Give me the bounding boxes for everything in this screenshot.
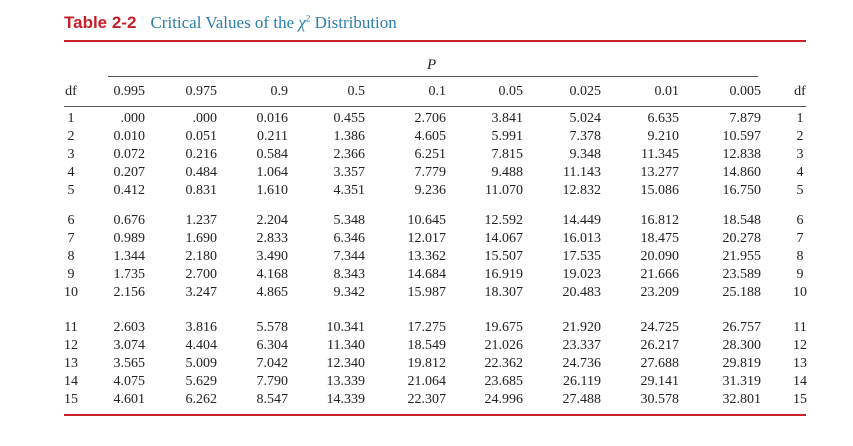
table-cell: 0.010 xyxy=(113,129,145,144)
table-cell: 31.319 xyxy=(722,374,761,389)
table-cell: 0.211 xyxy=(257,129,288,144)
p-span-rule xyxy=(108,76,758,77)
column-header-6: 0.025 xyxy=(569,84,601,99)
table-cell: 6.635 xyxy=(647,111,679,126)
row-df-left: 13 xyxy=(64,356,78,371)
chi-superscript: 2 xyxy=(305,13,311,24)
table-cell: 18.475 xyxy=(640,231,679,246)
table-cell: 29.141 xyxy=(640,374,679,389)
row-df-left: 11 xyxy=(64,320,78,335)
table-cell: 15.086 xyxy=(640,183,679,198)
df-header-left: df xyxy=(65,84,77,99)
row-df-right: 5 xyxy=(796,183,804,198)
table-cell: 1.610 xyxy=(256,183,288,198)
row-df-left: 8 xyxy=(67,249,75,264)
table-cell: 9.348 xyxy=(569,147,601,162)
table-cell: 0.584 xyxy=(256,147,288,162)
row-df-right: 10 xyxy=(793,285,807,300)
row-df-left: 3 xyxy=(67,147,75,162)
row-df-right: 1 xyxy=(796,111,804,126)
column-header-8: 0.005 xyxy=(729,84,761,99)
table-cell: 3.816 xyxy=(185,320,217,335)
table-cell: 27.488 xyxy=(562,392,601,407)
table-cell: 7.790 xyxy=(256,374,288,389)
table-cell: 16.013 xyxy=(562,231,601,246)
table-cell: 11.340 xyxy=(327,338,365,353)
row-df-right: 14 xyxy=(793,374,807,389)
table-cell: 21.666 xyxy=(640,267,679,282)
table-cell: 16.919 xyxy=(484,267,523,282)
table-cell: 5.024 xyxy=(569,111,601,126)
row-df-left: 5 xyxy=(67,183,75,198)
table-cell: 5.578 xyxy=(256,320,288,335)
table-cell: 4.601 xyxy=(113,392,145,407)
table-cell: 12.340 xyxy=(326,356,365,371)
table-cell: 16.750 xyxy=(722,183,761,198)
table-cell: 10.341 xyxy=(326,320,365,335)
table-cell: 19.023 xyxy=(562,267,601,282)
row-df-right: 4 xyxy=(796,165,804,180)
table-cell: 7.815 xyxy=(491,147,523,162)
table-caption xyxy=(150,13,396,32)
table-cell: 2.204 xyxy=(256,213,288,228)
table-cell: 2.156 xyxy=(113,285,145,300)
table-cell: 14.860 xyxy=(722,165,761,180)
table-cell: 18.548 xyxy=(722,213,761,228)
table-cell: 23.685 xyxy=(484,374,523,389)
table-cell: 7.344 xyxy=(333,249,365,264)
table-cell: 9.488 xyxy=(491,165,523,180)
table-cell: 2.366 xyxy=(333,147,365,162)
table-cell: 0.072 xyxy=(113,147,145,162)
table-cell: 2.833 xyxy=(256,231,288,246)
table-cell: 0.484 xyxy=(185,165,217,180)
table-cell: 12.017 xyxy=(407,231,446,246)
row-df-right: 2 xyxy=(796,129,804,144)
table-cell: 0.676 xyxy=(113,213,145,228)
table-cell: 1.386 xyxy=(333,129,365,144)
row-df-right: 13 xyxy=(793,356,807,371)
table-cell: 22.307 xyxy=(407,392,446,407)
table-cell: 7.779 xyxy=(414,165,446,180)
table-cell: 9.210 xyxy=(647,129,679,144)
table-cell: 7.879 xyxy=(729,111,761,126)
table-cell: 3.074 xyxy=(113,338,145,353)
column-header-5: 0.05 xyxy=(498,84,523,99)
column-header-7: 0.01 xyxy=(654,84,679,99)
table-cell: 26.217 xyxy=(640,338,679,353)
table-cell: 15.507 xyxy=(484,249,523,264)
table-cell: 2.603 xyxy=(113,320,145,335)
row-df-left: 15 xyxy=(64,392,78,407)
table-cell: 0.831 xyxy=(185,183,217,198)
table-cell: 4.351 xyxy=(333,183,365,198)
table-cell: 24.736 xyxy=(562,356,601,371)
table-cell: 0.207 xyxy=(113,165,145,180)
table-cell: 10.645 xyxy=(407,213,446,228)
table-cell: 26.119 xyxy=(563,374,601,389)
table-cell: 14.684 xyxy=(407,267,446,282)
table-cell: 1.735 xyxy=(113,267,145,282)
table-cell: 14.339 xyxy=(326,392,365,407)
table-cell: 24.996 xyxy=(484,392,523,407)
column-header-2: 0.9 xyxy=(270,84,288,99)
table-cell: 7.378 xyxy=(569,129,601,144)
table-cell: 0.016 xyxy=(256,111,288,126)
table-cell: 1.690 xyxy=(185,231,217,246)
table-cell: 1.344 xyxy=(113,249,145,264)
row-df-left: 4 xyxy=(67,165,75,180)
table-cell: 9.342 xyxy=(333,285,365,300)
row-df-left: 6 xyxy=(67,213,75,228)
table-cell: 19.675 xyxy=(484,320,523,335)
table-cell: 2.706 xyxy=(414,111,446,126)
table-cell: 28.300 xyxy=(722,338,761,353)
table-cell: 4.865 xyxy=(256,285,288,300)
table-cell: 6.304 xyxy=(256,338,288,353)
table-cell: 26.757 xyxy=(722,320,761,335)
table-cell: 27.688 xyxy=(640,356,679,371)
table-title xyxy=(64,13,397,33)
row-df-left: 2 xyxy=(67,129,75,144)
table-cell: 30.578 xyxy=(640,392,679,407)
column-header-3: 0.5 xyxy=(347,84,365,99)
table-cell: 0.051 xyxy=(185,129,217,144)
row-df-left: 7 xyxy=(67,231,75,246)
table-cell: 0.216 xyxy=(185,147,217,162)
table-cell: 14.449 xyxy=(562,213,601,228)
table-cell: 21.064 xyxy=(407,374,446,389)
table-cell: 20.278 xyxy=(722,231,761,246)
row-df-left: 14 xyxy=(64,374,78,389)
table-cell: 3.490 xyxy=(256,249,288,264)
table-cell: 12.832 xyxy=(562,183,601,198)
row-df-right: 9 xyxy=(796,267,804,282)
table-cell: 6.251 xyxy=(414,147,446,162)
table-cell: 4.605 xyxy=(414,129,446,144)
table-cell: 25.188 xyxy=(722,285,761,300)
table-cell: 0.412 xyxy=(113,183,145,198)
table-cell: 21.955 xyxy=(722,249,761,264)
row-df-left: 12 xyxy=(64,338,78,353)
table-cell: 10.597 xyxy=(722,129,761,144)
table-cell: 13.362 xyxy=(407,249,446,264)
row-df-left: 1 xyxy=(67,111,75,126)
table-cell: 6.346 xyxy=(333,231,365,246)
table-cell: 1.064 xyxy=(256,165,288,180)
header-rule xyxy=(64,106,806,107)
row-df-right: 3 xyxy=(796,147,804,162)
table-cell: 22.362 xyxy=(484,356,523,371)
row-df-right: 7 xyxy=(796,231,804,246)
row-df-right: 11 xyxy=(793,320,807,335)
table-cell: 23.589 xyxy=(722,267,761,282)
table-cell: 24.725 xyxy=(640,320,679,335)
table-cell: 8.547 xyxy=(256,392,288,407)
table-cell: 17.535 xyxy=(562,249,601,264)
caption-text-after: Distribution xyxy=(310,13,397,32)
table-cell: 23.337 xyxy=(562,338,601,353)
caption-text-before: Critical Values of the xyxy=(150,13,299,32)
table-cell: 16.812 xyxy=(640,213,679,228)
title-rule xyxy=(64,40,806,42)
table-cell: 21.026 xyxy=(484,338,523,353)
table-cell: 5.348 xyxy=(333,213,365,228)
table-cell: 12.838 xyxy=(722,147,761,162)
df-header-right: df xyxy=(794,84,806,99)
table-cell: 11.345 xyxy=(641,147,679,162)
table-cell: 17.275 xyxy=(407,320,446,335)
row-df-right: 8 xyxy=(796,249,804,264)
chi-symbol: χ xyxy=(298,13,306,32)
row-df-left: 9 xyxy=(67,267,75,282)
column-header-4: 0.1 xyxy=(428,84,446,99)
row-df-right: 15 xyxy=(793,392,807,407)
table-cell: 3.565 xyxy=(113,356,145,371)
column-header-0: 0.995 xyxy=(113,84,145,99)
table-cell: 7.042 xyxy=(256,356,288,371)
table-cell: 18.549 xyxy=(407,338,446,353)
table-cell: 2.180 xyxy=(185,249,217,264)
table-cell: 15.987 xyxy=(407,285,446,300)
table-cell: 18.307 xyxy=(484,285,523,300)
table-cell: 3.357 xyxy=(333,165,365,180)
table-cell: 0.455 xyxy=(333,111,365,126)
bottom-rule xyxy=(64,414,806,416)
table-cell: 12.592 xyxy=(484,213,523,228)
table-number: Table 2-2 xyxy=(64,13,137,32)
table-cell: 1.237 xyxy=(185,213,217,228)
table-cell: 11.070 xyxy=(485,183,523,198)
table-cell: 3.841 xyxy=(491,111,523,126)
row-df-left: 10 xyxy=(64,285,78,300)
table-cell: 4.075 xyxy=(113,374,145,389)
table-cell: 13.339 xyxy=(326,374,365,389)
row-df-right: 6 xyxy=(796,213,804,228)
table-cell: 6.262 xyxy=(185,392,217,407)
table-cell: 21.920 xyxy=(562,320,601,335)
table-cell: 2.700 xyxy=(185,267,217,282)
table-cell: 20.090 xyxy=(640,249,679,264)
table-cell: 23.209 xyxy=(640,285,679,300)
table-cell: 9.236 xyxy=(414,183,446,198)
table-cell: 4.404 xyxy=(185,338,217,353)
table-cell: 14.067 xyxy=(484,231,523,246)
table-cell: 20.483 xyxy=(562,285,601,300)
table-cell: 5.629 xyxy=(185,374,217,389)
table-cell: 8.343 xyxy=(333,267,365,282)
table-cell: 5.991 xyxy=(491,129,523,144)
table-cell: 3.247 xyxy=(185,285,217,300)
table-cell: .000 xyxy=(120,111,145,126)
row-df-right: 12 xyxy=(793,338,807,353)
table-cell: 13.277 xyxy=(640,165,679,180)
table-cell: 29.819 xyxy=(722,356,761,371)
table-cell: 19.812 xyxy=(407,356,446,371)
table-cell: 32.801 xyxy=(722,392,761,407)
table-cell: .000 xyxy=(192,111,217,126)
table-cell: 4.168 xyxy=(256,267,288,282)
column-header-1: 0.975 xyxy=(185,84,217,99)
table-cell: 11.143 xyxy=(563,165,601,180)
table-cell: 0.989 xyxy=(113,231,145,246)
table-cell: 5.009 xyxy=(185,356,217,371)
p-label: P xyxy=(427,57,437,73)
